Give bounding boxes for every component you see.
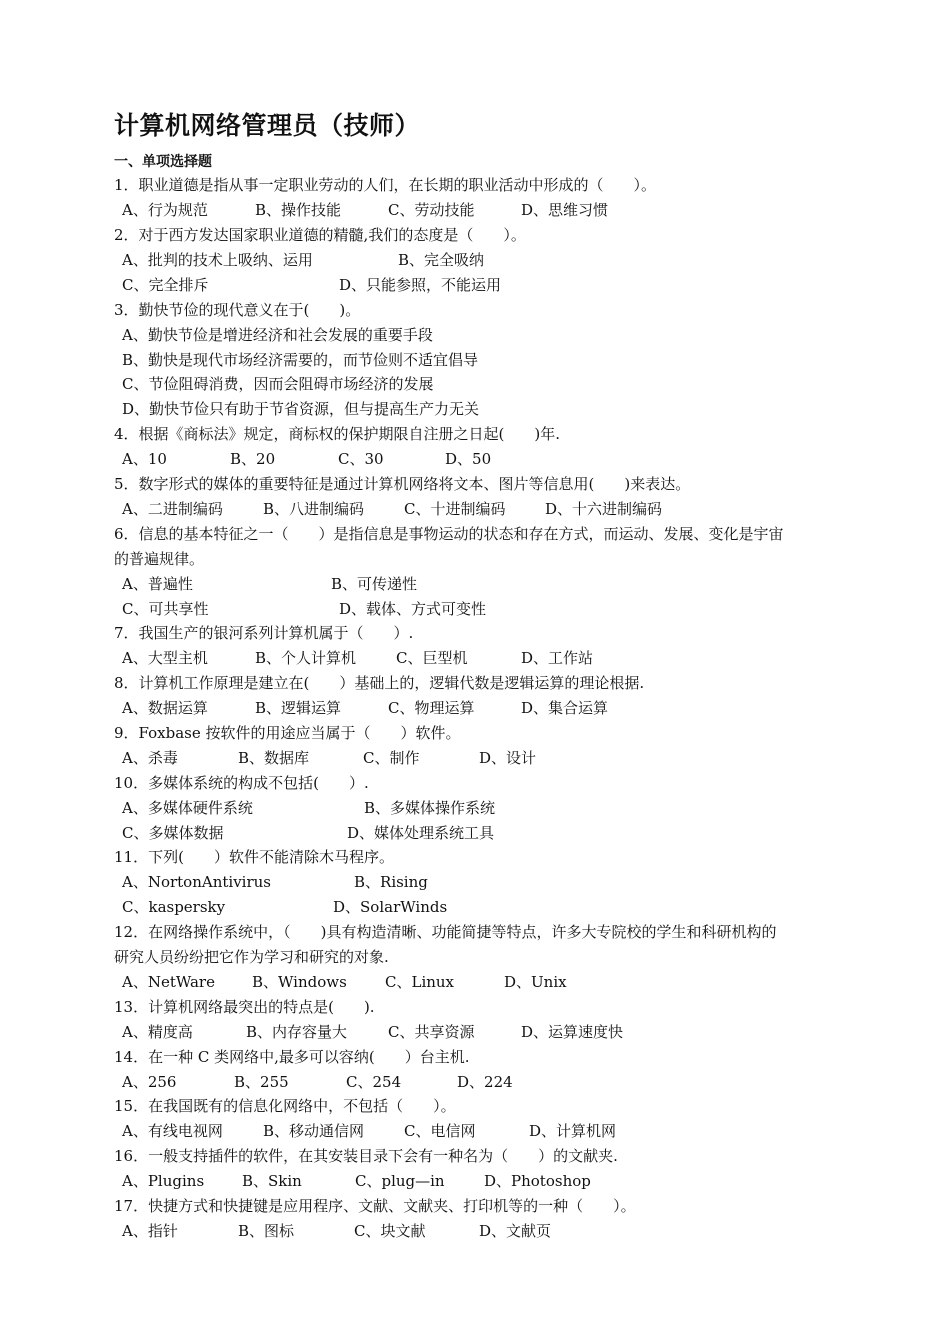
option-a: A、NetWare [122, 973, 215, 991]
option-b: B、多媒体操作系统 [364, 799, 496, 817]
option-d: D、集合运算 [521, 699, 609, 717]
question-10: 10．多媒体系统的构成不包括( ）. [114, 774, 369, 792]
option-d: D、50 [445, 450, 492, 468]
question-7: 7．我国生产的银河系列计算机属于（ ）. [114, 624, 414, 642]
option-a: A、有线电视网 [122, 1122, 223, 1140]
option-a: A、二进制编码 [122, 500, 223, 518]
option-c: C、多媒体数据 [122, 824, 224, 842]
option-c: C、物理运算 [388, 699, 475, 717]
option-a: A、精度高 [122, 1023, 193, 1041]
option-b: B、Skin [242, 1172, 302, 1190]
question-15: 15．在我国既有的信息化网络中，不包括（ ）。 [114, 1097, 456, 1115]
option-d: D、设计 [479, 749, 537, 767]
option-b: B、20 [230, 450, 276, 468]
option-a: A、批判的技术上吸纳、运用 [122, 251, 313, 269]
question-3: 3．勤快节俭的现代意义在于( )。 [114, 301, 361, 319]
option-c: C、十进制编码 [404, 500, 506, 518]
option-b: B、内存容量大 [246, 1023, 348, 1041]
option-d: D、224 [457, 1073, 513, 1091]
question-17: 17．快捷方式和快捷键是应用程序、文献、文献夹、打印机等的一种（ ）。 [114, 1197, 636, 1215]
question-6-continued: 的普遍规律。 [114, 550, 205, 568]
option-d: D、思维习惯 [521, 201, 609, 219]
option-b: B、勤快是现代市场经济需要的，而节俭则不适宜倡导 [122, 351, 479, 369]
option-a: A、大型主机 [122, 649, 208, 667]
option-d: D、Unix [504, 973, 567, 991]
option-c: C、电信网 [404, 1122, 476, 1140]
option-a: A、多媒体硬件系统 [122, 799, 253, 817]
option-d: D、Photoshop [484, 1172, 591, 1190]
option-a: A、杀毒 [122, 749, 178, 767]
question-8: 8．计算机工作原理是建立在( ）基础上的，逻辑代数是逻辑运算的理论根据. [114, 674, 645, 692]
option-b: B、可传递性 [331, 575, 418, 593]
option-b: B、八进制编码 [263, 500, 365, 518]
option-b: B、个人计算机 [255, 649, 357, 667]
option-c: C、Linux [385, 973, 455, 991]
section-heading: 一、单项选择题 [114, 154, 212, 170]
option-b: B、Rising [354, 873, 428, 891]
page-title: 计算机网络管理员（技师） [114, 111, 421, 140]
option-b: B、Windows [252, 973, 347, 991]
option-c: C、30 [338, 450, 384, 468]
question-12-continued: 研究人员纷纷把它作为学习和研究的对象. [114, 948, 389, 966]
option-c: C、劳动技能 [388, 201, 475, 219]
option-d: D、勤快节俭只有助于节省资源，但与提高生产力无关 [122, 400, 480, 418]
option-a: A、普遍性 [122, 575, 193, 593]
question-16: 16．一般支持插件的软件，在其安装目录下会有一种名为（ ）的文献夹. [114, 1147, 618, 1165]
question-4: 4．根据《商标法》规定，商标权的保护期限自注册之日起( )年. [114, 425, 561, 443]
option-b: B、255 [234, 1073, 289, 1091]
option-c: C、完全排斥 [122, 276, 209, 294]
option-d: D、十六进制编码 [545, 500, 663, 518]
option-b: B、操作技能 [255, 201, 342, 219]
option-b: B、数据库 [238, 749, 310, 767]
question-1: 1．职业道德是指从事一定职业劳动的人们，在长期的职业活动中形成的（ ）。 [114, 176, 657, 194]
option-c: C、可共享性 [122, 600, 209, 618]
option-d: D、只能参照，不能运用 [339, 276, 502, 294]
option-c: C、制作 [363, 749, 420, 767]
option-c: C、plug—in [355, 1172, 445, 1190]
option-c: C、kaspersky [122, 898, 226, 916]
option-d: D、文献页 [479, 1222, 552, 1240]
option-a: A、指针 [122, 1222, 178, 1240]
option-c: C、254 [346, 1073, 402, 1091]
option-a: A、Plugins [122, 1172, 205, 1190]
question-11: 11．下列( ）软件不能清除木马程序。 [114, 848, 394, 866]
option-b: B、完全吸纳 [398, 251, 485, 269]
option-d: D、工作站 [521, 649, 594, 667]
option-c: C、节俭阻碍消费，因而会阻碍市场经济的发展 [122, 375, 434, 393]
option-b: B、移动通信网 [263, 1122, 365, 1140]
question-14: 14．在一种 C 类网络中,最多可以容纳( ）台主机. [114, 1048, 470, 1066]
option-a: A、NortonAntivirus [122, 873, 271, 891]
option-c: C、块文献 [354, 1222, 426, 1240]
question-12: 12．在网络操作系统中，（ )具有构造清晰、功能简捷等特点，许多大专院校的学生和科研机构的 [114, 923, 777, 941]
option-b: B、逻辑运算 [255, 699, 342, 717]
question-2: 2．对于西方发达国家职业道德的精髓,我们的态度是（ ）。 [114, 226, 526, 244]
option-d: D、SolarWinds [333, 898, 448, 916]
option-a: A、勤快节俭是增进经济和社会发展的重要手段 [122, 326, 433, 344]
option-c: C、共享资源 [388, 1023, 475, 1041]
option-a: A、行为规范 [122, 201, 208, 219]
option-d: D、媒体处理系统工具 [347, 824, 495, 842]
option-a: A、256 [122, 1073, 177, 1091]
option-a: A、数据运算 [122, 699, 208, 717]
question-5: 5．数字形式的媒体的重要特征是通过计算机网络将文本、图片等信息用( )来表达。 [114, 475, 691, 493]
option-d: D、计算机网 [529, 1122, 617, 1140]
question-6: 6．信息的基本特征之一（ ）是指信息是事物运动的状态和存在方式，而运动、发展、变化是宇宙 [114, 525, 784, 543]
option-a: A、10 [122, 450, 167, 468]
option-b: B、图标 [238, 1222, 295, 1240]
option-d: D、载体、方式可变性 [339, 600, 487, 618]
question-9: 9．Foxbase 按软件的用途应当属于（ ）软件。 [114, 724, 461, 742]
option-c: C、巨型机 [396, 649, 468, 667]
option-d: D、运算速度快 [521, 1023, 624, 1041]
question-13: 13．计算机网络最突出的特点是( ). [114, 998, 375, 1016]
